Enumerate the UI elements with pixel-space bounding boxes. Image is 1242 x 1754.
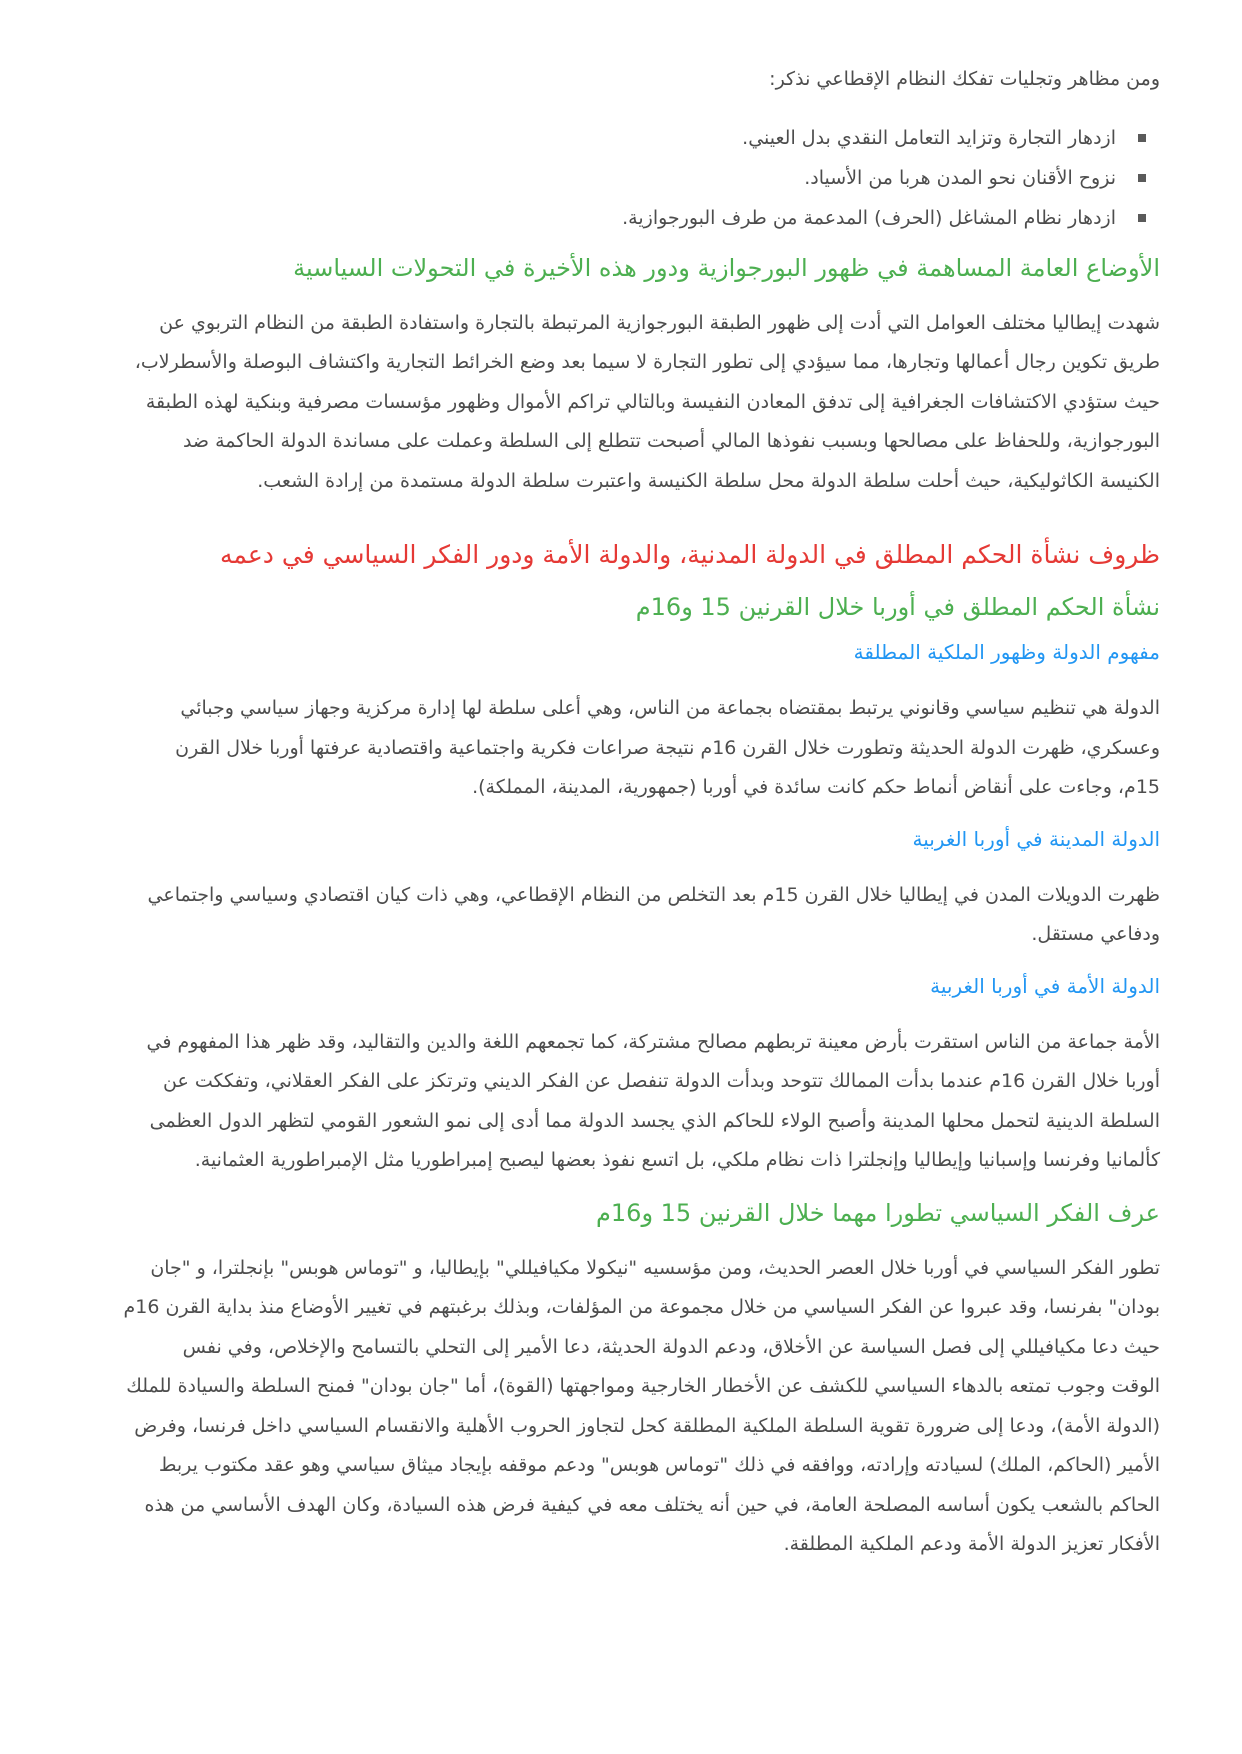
paragraph-nation-state xyxy=(82,1023,1160,1181)
square-bullet-icon xyxy=(1138,214,1146,222)
section-heading-bourgeoisie: الأوضاع العامة المساهمة في ظهور البورجوازية ودور هذه الأخيرة في التحولات السياسية xyxy=(293,253,1160,282)
intro-text: ومن مظاهر وتجليات تفكك النظام الإقطاعي نذكر: xyxy=(769,68,1160,90)
paragraph-political-thought xyxy=(82,1249,1160,1565)
paragraph-line: الدولة هي تنظيم سياسي وقانوني يرتبط بمقتضاه بجماعة من الناس، وهي أعلى سلطة لها إدارة مركزية وجهاز سياسي وجبائي xyxy=(180,697,1160,719)
paragraph-line: الوقت وجوب تمتعه بالدهاء السياسي للكشف عن الأخطار الخارجية ومواجهتها (القوة)، أما "جان بودان" فمنح السلطة والسيادة للملك xyxy=(126,1375,1160,1397)
list-item xyxy=(82,118,1146,158)
paragraph-line: ظهرت الدويلات المدن في إيطاليا خلال القرن 15م بعد التخلص من النظام الإقطاعي، وهي ذات كيان اقتصادي وسياسي واجتماعي xyxy=(147,883,1160,906)
paragraph-line: أوربا خلال القرن 16م عندما بدأت الممالك تتوحد وبدأت الدولة تنفصل عن الفكر الديني وترتكز على الفكر العقلاني، وتفككت عن xyxy=(163,1070,1160,1092)
paragraph-line: حيث دعا مكيافيللي إلى فصل السياسة عن الأخلاق، ودعم الدولة الحديثة، دعا الأمير إلى التحلي بالتسامح والإخلاص، وفي نفس xyxy=(182,1335,1160,1358)
section-heading-absolutism: نشأة الحكم المطلق في أوربا خلال القرنين 15 و16م xyxy=(635,593,1160,621)
bullet-text: نزوح الأقنان نحو المدن هربا من الأسياد. xyxy=(804,166,1116,189)
subheading-city-state: الدولة المدينة في أوربا الغربية xyxy=(912,826,1160,851)
paragraph-line: طريق تكوين رجال أعمالها وتجارها، مما سيؤدي إلى تطور التجارة لا سيما بعد وضع الخرائط التجارية واكتشاف البوصلة والأسطرلاب، xyxy=(134,351,1160,373)
paragraph-bourgeoisie xyxy=(82,304,1160,502)
bullet-text: ازدهار نظام المشاغل (الحرف) المدعمة من طرف البورجوازية. xyxy=(622,206,1116,229)
paragraph-line: السلطة الدينية لتحمل محلها المدينة وأصبح الولاء للحاكم الذي يجسد الدولة مما أدى إلى نمو الشعور القومي لتظهر الدول العظمى xyxy=(149,1109,1160,1132)
paragraph-line: وعسكري، ظهرت الدولة الحديثة وتطورت خلال القرن 16م نتيجة صراعات فكرية واجتماعية واقتصادية عرفتها أوربا خلال القرن xyxy=(175,736,1160,759)
bullet-text: ازدهار التجارة وتزايد التعامل النقدي بدل العيني. xyxy=(742,126,1116,149)
paragraph-line: شهدت إيطاليا مختلف العوامل التي أدت إلى ظهور الطبقة البورجوازية المرتبطة بالتجارة واستفادة الطبقة من النظام التربوي عن xyxy=(159,311,1160,334)
list-item xyxy=(82,158,1146,198)
paragraph-line: 15م، وجاءت على أنقاض أنماط حكم كانت سائدة في أوربا (جمهورية، المدينة، المملكة). xyxy=(472,776,1160,798)
paragraph-line: الأفكار تعزيز الدولة الأمة ودعم الملكية المطلقة. xyxy=(783,1533,1160,1555)
bullet-list xyxy=(82,118,1160,238)
list-item xyxy=(82,198,1146,238)
subheading-nation-state: الدولة الأمة في أوربا الغربية xyxy=(930,973,1160,998)
paragraph-line: ودفاعي مستقل. xyxy=(1031,923,1160,945)
paragraph-line: الحاكم بالشعب يكون أساسه المصلحة العامة، في حين أنه يختلف معه في كيفية فرض هذه السيادة، وكان الهدف الأساسي من هذه xyxy=(144,1493,1160,1516)
subheading-state-concept: مفهوم الدولة وظهور الملكية المطلقة xyxy=(853,640,1160,664)
paragraph-line: حيث ستؤدي الاكتشافات الجغرافية إلى تدفق المعادن النفيسة وبالتالي تراكم الأموال وظهور مؤسسات مصرفية وبنكية لهذه الطبقة xyxy=(145,390,1160,413)
paragraph-line: الأمة جماعة من الناس استقرت بأرض معينة تربطهم مصالح مشتركة، كما تجمعهم اللغة والدين والتقاليد، وقد ظهر هذا المفهوم في xyxy=(146,1030,1160,1053)
paragraph-line: كألمانيا وفرنسا وإسبانيا وإيطاليا وإنجلترا ذات نظام ملكي، بل اتسع نفوذ بعضها ليصبح إمبراطوريا مثل الإمبراطورية العثمانية. xyxy=(194,1149,1160,1171)
main-heading: ظروف نشأة الحكم المطلق في الدولة المدنية، والدولة الأمة ودور الفكر السياسي في دعمه xyxy=(220,540,1160,569)
paragraph-line: (الدولة الأمة)، ودعا إلى ضرورة تقوية السلطة الملكية المطلقة كحل لتجاوز الحروب الأهلية والانقسام السياسي داخل فرنسا، وفرض xyxy=(134,1414,1160,1437)
section-heading-political-thought: عرف الفكر السياسي تطورا مهما خلال القرنين 15 و16م xyxy=(596,1198,1160,1227)
paragraph-line: البورجوازية، وللحفاظ على مصالحها وبسبب نفوذها المالي أصبحت تتطلع إلى السلطة وعملت على مساندة الدولة الحاكمة ضد xyxy=(182,430,1160,452)
square-bullet-icon xyxy=(1138,174,1146,182)
square-bullet-icon xyxy=(1138,134,1146,142)
paragraph-line: تطور الفكر السياسي في أوربا خلال العصر الحديث، ومن مؤسسيه "نيكولا مكيافيللي" بإيطاليا، و "توماس هوبس" بإنجلترا، و "جان xyxy=(150,1256,1160,1279)
paragraph-state-concept xyxy=(82,689,1160,808)
paragraph-line: بودان" بفرنسا، وقد عبروا عن الفكر السياسي من خلال مجموعة من المؤلفات، وبذلك برغبتهم في تغيير الأوضاع منذ بداية القرن 16م xyxy=(123,1296,1160,1318)
paragraph-line: الأمير (الحاكم، الملك) لسيادته وإرادته، ووافقه في ذلك "توماس هوبس" ودعم موقفه بإيجاد ميثاق سياسي وهو عقد مكتوب يربط xyxy=(158,1454,1160,1476)
paragraph-line: الكنيسة الكاثوليكية، حيث أحلت سلطة الدولة محل سلطة الكنيسة واعتبرت سلطة الدولة مستمدة من إرادة الشعب. xyxy=(257,469,1160,492)
paragraph-city-state xyxy=(82,876,1160,955)
